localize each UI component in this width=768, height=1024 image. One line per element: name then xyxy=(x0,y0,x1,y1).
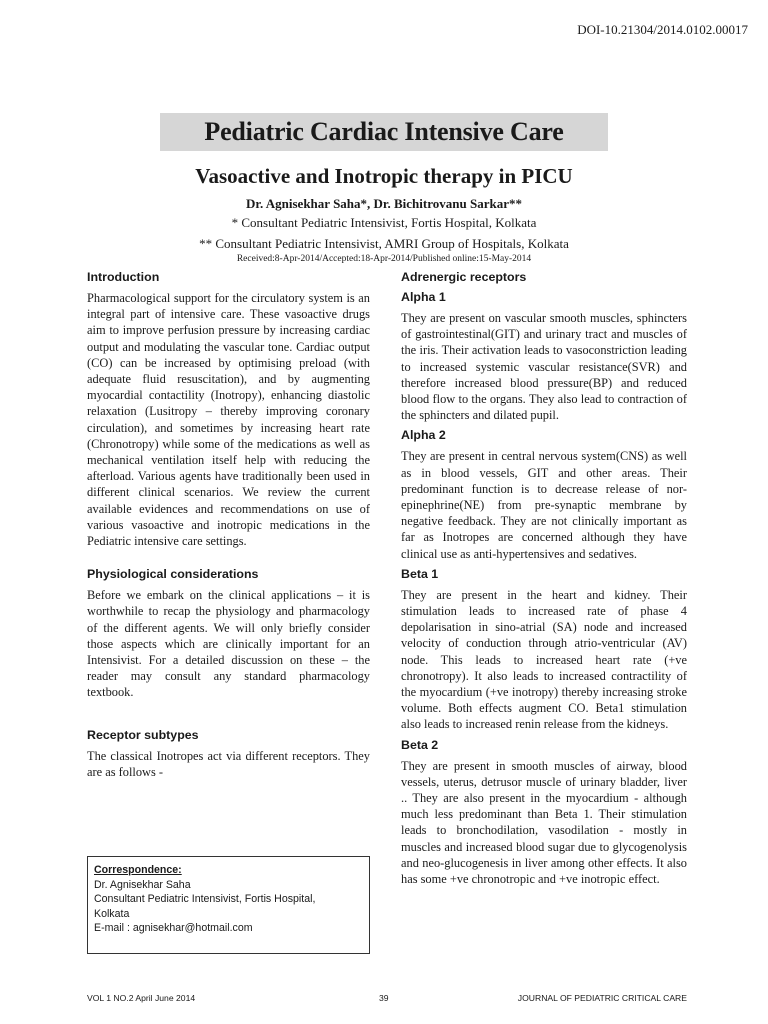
correspondence-email: E-mail : agnisekhar@hotmail.com xyxy=(94,922,253,935)
adrenergic-heading: Adrenergic receptors xyxy=(401,270,527,284)
alpha1-heading: Alpha 1 xyxy=(401,290,446,304)
correspondence-box xyxy=(87,856,370,954)
correspondence-name: Dr. Agnisekhar Saha xyxy=(94,878,191,891)
footer-page-number: 39 xyxy=(379,993,389,1003)
article-title: Vasoactive and Inotropic therapy in PICU xyxy=(195,164,573,188)
receptor-subtypes-heading: Receptor subtypes xyxy=(87,727,199,742)
authors: Dr. Agnisekhar Saha*, Dr. Bichitrovanu Sarkar** xyxy=(246,196,522,211)
doi-label: DOI-10.21304/2014.0102.00017 xyxy=(577,22,748,37)
received-dates: Received:8-Apr-2014/Accepted:18-Apr-2014/Published online:15-May-2014 xyxy=(236,254,532,264)
beta1-heading: Beta 1 xyxy=(401,566,439,581)
beta2-text: They are present in smooth muscles of airway, blood vessels, uterus, detrusor muscle of urinary bladder, liver .. They are also present in the myocardium - although much less predominant than Beta 1. Their stimulation leads to bronchodilation, vasodilation - mostly in muscles and increased blood sugar due to glycogenolysis and neo-glucogenesis in liver among other effects. It also has some +ve chronotropic and +ve inotropic effect. xyxy=(401,758,687,887)
correspondence-role: Consultant Pediatric Intensivist, Fortis Hospital, xyxy=(94,893,316,906)
correspondence-city: Kolkata xyxy=(94,907,130,920)
introduction-heading: Introduction xyxy=(87,270,160,284)
correspondence-heading: Correspondence: xyxy=(94,864,182,876)
receptor-subtypes-text: The classical Inotropes act via different receptors. They are as follows - xyxy=(87,748,370,779)
alpha1-text: They are present on vascular smooth muscles, sphincters of gastrointestinal(GIT) and urinary tract and muscles of the iris. Their activation leads to vasoconstriction leading to increased systemic vascular resistance(SVR) and therefore increased blood pressure(BP) and reduced blood flow to the organs. They also lead to contraction of the sphincters and dilated pupil. xyxy=(401,311,687,423)
left-column xyxy=(87,270,370,780)
footer-journal: JOURNAL OF PEDIATRIC CRITICAL CARE xyxy=(517,993,687,1003)
footer-volume: VOL 1 NO.2 April June 2014 xyxy=(87,993,196,1003)
affiliation-1: * Consultant Pediatric Intensivist, Fortis Hospital, Kolkata xyxy=(231,215,537,230)
alpha2-text: They are present in central nervous system(CNS) as well as in blood vessels, GIT and other areas. Their predominant function is to decrease release of nor-epinephrine(NE) from pre-synaptic membrane by negative feedback. They are not clinically important as far as Inotropes are concerned although they have clinical use as anti-hypertensives and sedatives. xyxy=(401,449,687,561)
physiological-heading: Physiological considerations xyxy=(87,567,259,582)
physiological-text: Before we embark on the clinical applications – it is worthwhile to recap the physiology and pharmacology of the different agents. We will only briefly consider those aspects which are clinically important for an Intensivist. For a detailed discussion on these – the reader may consult any standard pharmacology textbook. xyxy=(87,588,370,700)
right-column xyxy=(401,270,687,887)
introduction-text: Pharmacological support for the circulatory system is an integral part of intensive care. These vasoactive drugs aim to improve perfusion pressure by increasing cardiac output and modulating the vascular tone. Cardiac output (CO) can be increased by optimising preload (with adequate fluid resuscitation), and by augmenting myocardial contactility (Inotropy), enhancing diastolic relaxation (Lusitropy – thereby improving coronary circulation), and sometimes by increasing heart rate (Chronotropy) while some of the medications as well as mechanical ventilation itself help with reducing the afterload. Various agents have traditionally been used in different clinical scenarios. We review the current available evidences and recommendations on use of various vasoactive and inotropic medications in the Pediatric intensive care settings. xyxy=(87,291,370,549)
affiliation-2: ** Consultant Pediatric Intensivist, AMRI Group of Hospitals, Kolkata xyxy=(199,236,569,251)
alpha2-heading: Alpha 2 xyxy=(401,428,446,443)
journal-section-title: Pediatric Cardiac Intensive Care xyxy=(160,113,608,151)
beta1-text: They are present in the heart and kidney. Their stimulation leads to increased rate of phase 4 depolarisation in sino-atrial (SA) node and increased velocity of conduction through atrio-ventricular (AV) node. This leads to increased heart rate (+ve chronotropy). It also leads to increased contractility of the myocardium (+ve inotropy) thereby increasing stroke volume. Both effects augment CO. Beta1 stimulation also leads to increased renin release from the kidneys. xyxy=(401,587,687,732)
beta2-heading: Beta 2 xyxy=(401,737,439,752)
